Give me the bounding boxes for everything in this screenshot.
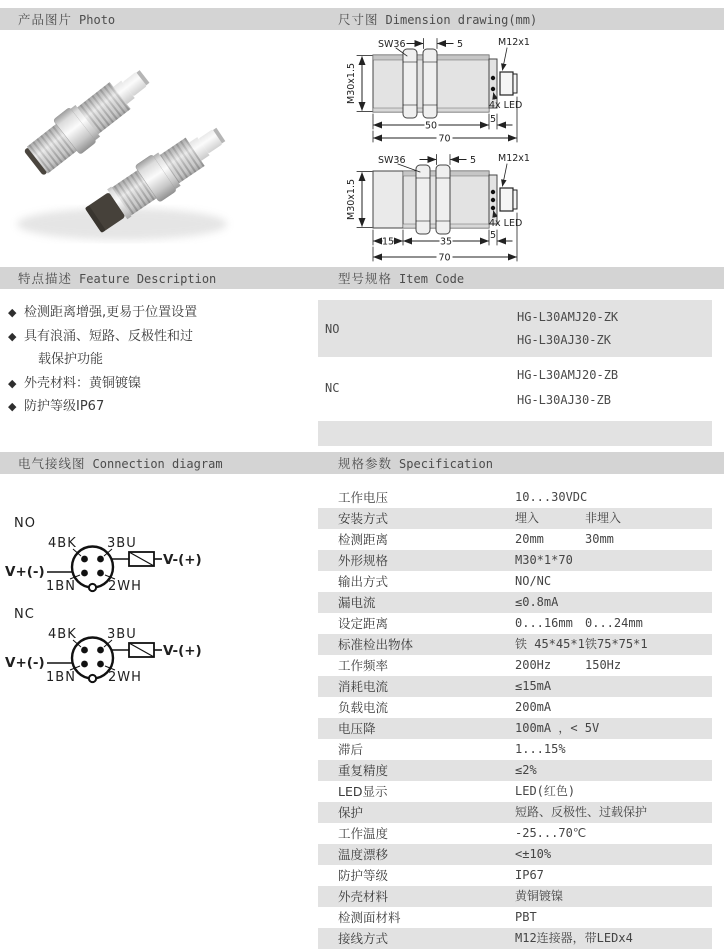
feature-item — [8, 395, 318, 419]
led-label: 4x LED — [489, 218, 523, 229]
pin-3 — [97, 647, 104, 654]
spec-label: 工作频率 — [338, 658, 389, 673]
connection-and-spec-row — [0, 474, 728, 949]
spec-label: 消耗电流 — [338, 679, 389, 694]
spec-row — [318, 739, 712, 760]
led-dot — [491, 190, 495, 194]
spec-value-1: M30*1*70 — [515, 553, 573, 567]
pin-label-2wh: 2WH — [108, 579, 142, 594]
diamond-bullet-icon: ◆ — [8, 329, 17, 343]
pin-label-4bk: 4BK — [48, 627, 77, 642]
pin-2 — [97, 570, 104, 577]
feature-item — [8, 372, 318, 396]
spec-row — [318, 886, 712, 907]
step-length-label: 5 — [489, 114, 497, 125]
feature-text: 外壳材料：黄铜镀镍 — [24, 375, 142, 391]
spec-label: 防护等级 — [338, 868, 389, 883]
section-header-connection-spec — [0, 452, 724, 474]
spec-label: 滞后 — [338, 742, 364, 757]
photo-title-zh: 产品图片 — [18, 12, 73, 27]
item-code: HG-L30AMJ20-ZK — [517, 309, 619, 324]
spec-value-1: ≤0.8mA — [515, 595, 559, 609]
spec-value-2: 150Hz — [585, 658, 622, 672]
dimension-drawing-area — [318, 30, 728, 267]
feature-title-en: Feature Description — [79, 272, 217, 286]
pin-4 — [81, 647, 88, 654]
item-code-table — [318, 289, 728, 452]
spec-value-1: ≤2% — [515, 763, 537, 777]
dimension-drawing-non-flush — [346, 150, 676, 268]
feature-list — [0, 289, 318, 452]
diamond-bullet-icon: ◆ — [8, 400, 17, 413]
photo-title-en: Photo — [79, 13, 116, 27]
spec-label: 保护 — [338, 805, 364, 820]
m12-leader — [503, 164, 508, 186]
diamond-bullet-icon: ◆ — [8, 306, 17, 319]
photo-and-dimension-row — [0, 30, 728, 267]
nut-width-label: 5 — [470, 155, 477, 166]
spec-label: 接线方式 — [338, 931, 389, 946]
item-code-row-no — [318, 300, 712, 357]
led-dot — [491, 87, 495, 91]
spec-row — [318, 508, 712, 529]
item-code-footer-bar — [318, 421, 712, 446]
spec-row — [318, 823, 712, 844]
spec-label: 工作温度 — [338, 826, 389, 841]
spec-label: 检测距离 — [338, 532, 389, 547]
itemcode-title-en: Item Code — [399, 272, 465, 286]
pin-3 — [97, 556, 104, 563]
total-length-label: 70 — [438, 133, 451, 145]
output-label: V-(+) — [163, 643, 202, 659]
spec-title-en: Specification — [399, 457, 493, 471]
pin-2 — [97, 661, 104, 668]
spec-value-2: 非埋入 — [585, 511, 622, 525]
connection-section-title — [0, 454, 318, 472]
spec-value-1: M12连接器，带LEDx4 — [515, 931, 633, 945]
spec-value-1: LED(红色) — [515, 784, 576, 798]
spec-label: 输出方式 — [338, 574, 389, 589]
spec-row — [318, 655, 712, 676]
spec-value-1: -25...70℃ — [515, 826, 587, 840]
spec-row — [318, 529, 712, 550]
feature-item-wrapped-line — [8, 348, 318, 372]
led-label: 4x LED — [489, 100, 523, 111]
spec-row — [318, 718, 712, 739]
pin-1 — [81, 570, 88, 577]
m12-leader — [503, 48, 508, 70]
pin-label-1bn: 1BN — [46, 579, 76, 594]
spec-value-1: 黄铜镀镍 — [515, 889, 564, 903]
item-code-list — [517, 300, 618, 357]
feature-title-zh: 特点描述 — [18, 271, 73, 286]
wrench-size-label: SW36 — [378, 155, 406, 166]
led-dot — [491, 198, 495, 202]
pin-1 — [81, 661, 88, 668]
spec-row — [318, 781, 712, 802]
feature-text: 检测距离增强,更易于位置设置 — [24, 305, 198, 320]
output-type-label: NO — [325, 321, 340, 336]
connector-face — [72, 638, 113, 679]
spec-value-1: IP67 — [515, 868, 544, 882]
product-photo-area — [0, 30, 318, 267]
led-dot — [491, 206, 495, 210]
spec-value-1: 200mA — [515, 700, 552, 714]
body-length-label: 50 — [424, 120, 438, 132]
connector-thread-label: M12x1 — [498, 37, 530, 48]
spec-label: 漏电流 — [338, 595, 376, 610]
spec-value-1: 20mm — [515, 532, 544, 546]
output-label: V-(+) — [163, 552, 202, 568]
spec-row — [318, 550, 712, 571]
item-code: HG-L30AJ30-ZB — [517, 393, 611, 407]
spec-value-1: 10...30VDC — [515, 490, 588, 504]
feature-item — [8, 325, 318, 349]
pin-label-3bu: 3BU — [107, 536, 137, 551]
feature-item — [8, 301, 318, 325]
connector-notch — [89, 584, 96, 591]
supply-label: V+(-) — [5, 564, 45, 580]
thread-size-label: M30x1.5 — [346, 178, 357, 220]
item-code: HG-L30AJ30-ZK — [517, 333, 611, 348]
spec-row — [318, 928, 712, 949]
section-header-photo-dimension — [0, 8, 724, 30]
feature-section-title — [0, 269, 318, 287]
photo-section-title — [0, 10, 318, 28]
spec-row — [318, 613, 712, 634]
pin-label-2wh: 2WH — [108, 670, 142, 685]
spec-value-1: PBT — [515, 910, 537, 924]
spec-row — [318, 760, 712, 781]
spec-value-1: 0...16mm — [515, 616, 573, 630]
connection-diagrams — [0, 480, 318, 710]
spec-label: 外形规格 — [338, 553, 389, 568]
product-photo — [2, 34, 318, 264]
spec-value-1: 埋入 — [515, 511, 540, 525]
spec-value-1: NO/NC — [515, 574, 552, 588]
spec-row — [318, 802, 712, 823]
item-code-list — [517, 357, 618, 418]
spec-value-1: 200Hz — [515, 658, 552, 672]
spec-value-1: <±10% — [515, 847, 552, 861]
spec-row — [318, 697, 712, 718]
spec-label: 负载电流 — [338, 700, 389, 715]
output-type-label: NC — [325, 380, 340, 395]
connection-diagram-nc — [5, 607, 202, 685]
total-length-label: 70 — [438, 252, 451, 264]
connection-title-en: Connection diagram — [92, 457, 223, 471]
sensor-flush — [20, 59, 158, 180]
connector-face — [72, 547, 113, 588]
connection-title-zh: 电气接线图 — [18, 456, 86, 471]
itemcode-section-title — [318, 269, 464, 287]
spec-label: 标准检出物体 — [338, 637, 414, 652]
feature-text: 载保护功能 — [38, 352, 104, 367]
spec-value-1: 铁 45*45*1 — [515, 637, 585, 651]
diagram-label: NC — [14, 607, 35, 622]
itemcode-title-zh: 型号规格 — [338, 271, 393, 286]
spec-value-1: 短路、反极性、过载保护 — [515, 805, 648, 819]
connection-diagram-no — [5, 516, 202, 594]
spec-row — [318, 907, 712, 928]
spec-value-2: 铁75*75*1 — [585, 637, 648, 651]
step-length-label: 5 — [489, 230, 497, 241]
sensing-head-outline — [373, 171, 403, 228]
spec-title-zh: 规格参数 — [338, 456, 393, 471]
dimension-title-zh: 尺寸图 — [338, 12, 379, 27]
body-length-label: 35 — [439, 236, 453, 248]
item-code: HG-L30AMJ20-ZB — [517, 368, 619, 382]
spec-label: 工作电压 — [338, 490, 389, 505]
spec-row — [318, 676, 712, 697]
pin-label-3bu: 3BU — [107, 627, 137, 642]
m12-connector — [500, 188, 513, 211]
dimension-section-title — [318, 10, 537, 28]
spec-value-2: 30mm — [585, 532, 614, 546]
spec-row — [318, 634, 712, 655]
section-header-feature-itemcode — [0, 267, 724, 289]
spec-section-title — [318, 454, 493, 472]
spec-value-1: 100mA ，< 5V — [515, 721, 600, 735]
spec-label: 安装方式 — [338, 511, 389, 526]
supply-label: V+(-) — [5, 655, 45, 671]
head-length-label: 15 — [381, 236, 395, 248]
top-margin — [0, 0, 728, 8]
spec-value-1: ≤15mA — [515, 679, 552, 693]
connector-notch — [89, 675, 96, 682]
connector-thread-label: M12x1 — [498, 153, 530, 164]
dimension-drawing-flush — [346, 35, 676, 147]
m12-connector — [500, 72, 513, 95]
nut-width-label: 5 — [457, 39, 464, 50]
spec-label: 设定距离 — [338, 616, 389, 631]
dimension-title-en: Dimension drawing(mm) — [385, 13, 538, 27]
spec-row — [318, 487, 712, 508]
diamond-bullet-icon: ◆ — [8, 376, 17, 390]
spec-label: 温度漂移 — [338, 847, 389, 862]
spec-value-2: 0...24mm — [585, 616, 643, 630]
spec-value-1: 1...15% — [515, 742, 566, 756]
spec-label: 重复精度 — [338, 763, 389, 778]
feature-and-itemcode-row — [0, 289, 728, 452]
diagram-label: NO — [14, 516, 36, 531]
pin-4 — [81, 556, 88, 563]
wrench-size-label: SW36 — [378, 39, 406, 50]
spec-label: LED显示 — [338, 784, 388, 799]
pin-label-1bn: 1BN — [46, 670, 76, 685]
spec-row — [318, 571, 712, 592]
connection-diagram-area — [0, 474, 318, 949]
feature-text: 具有浪涌、短路、反极性和过 — [24, 328, 194, 344]
thread-size-label: M30x1.5 — [346, 62, 357, 104]
spec-label: 外壳材料 — [338, 889, 389, 904]
pin-label-4bk: 4BK — [48, 536, 77, 551]
spec-row — [318, 592, 712, 613]
led-dot — [491, 76, 495, 80]
spec-label: 电压降 — [338, 721, 376, 736]
spec-row — [318, 865, 712, 886]
spec-label: 检测面材料 — [338, 910, 401, 925]
specification-table — [318, 474, 728, 949]
item-code-row-nc — [318, 357, 712, 418]
spec-row — [318, 844, 712, 865]
feature-text: 防护等级IP67 — [24, 399, 105, 414]
